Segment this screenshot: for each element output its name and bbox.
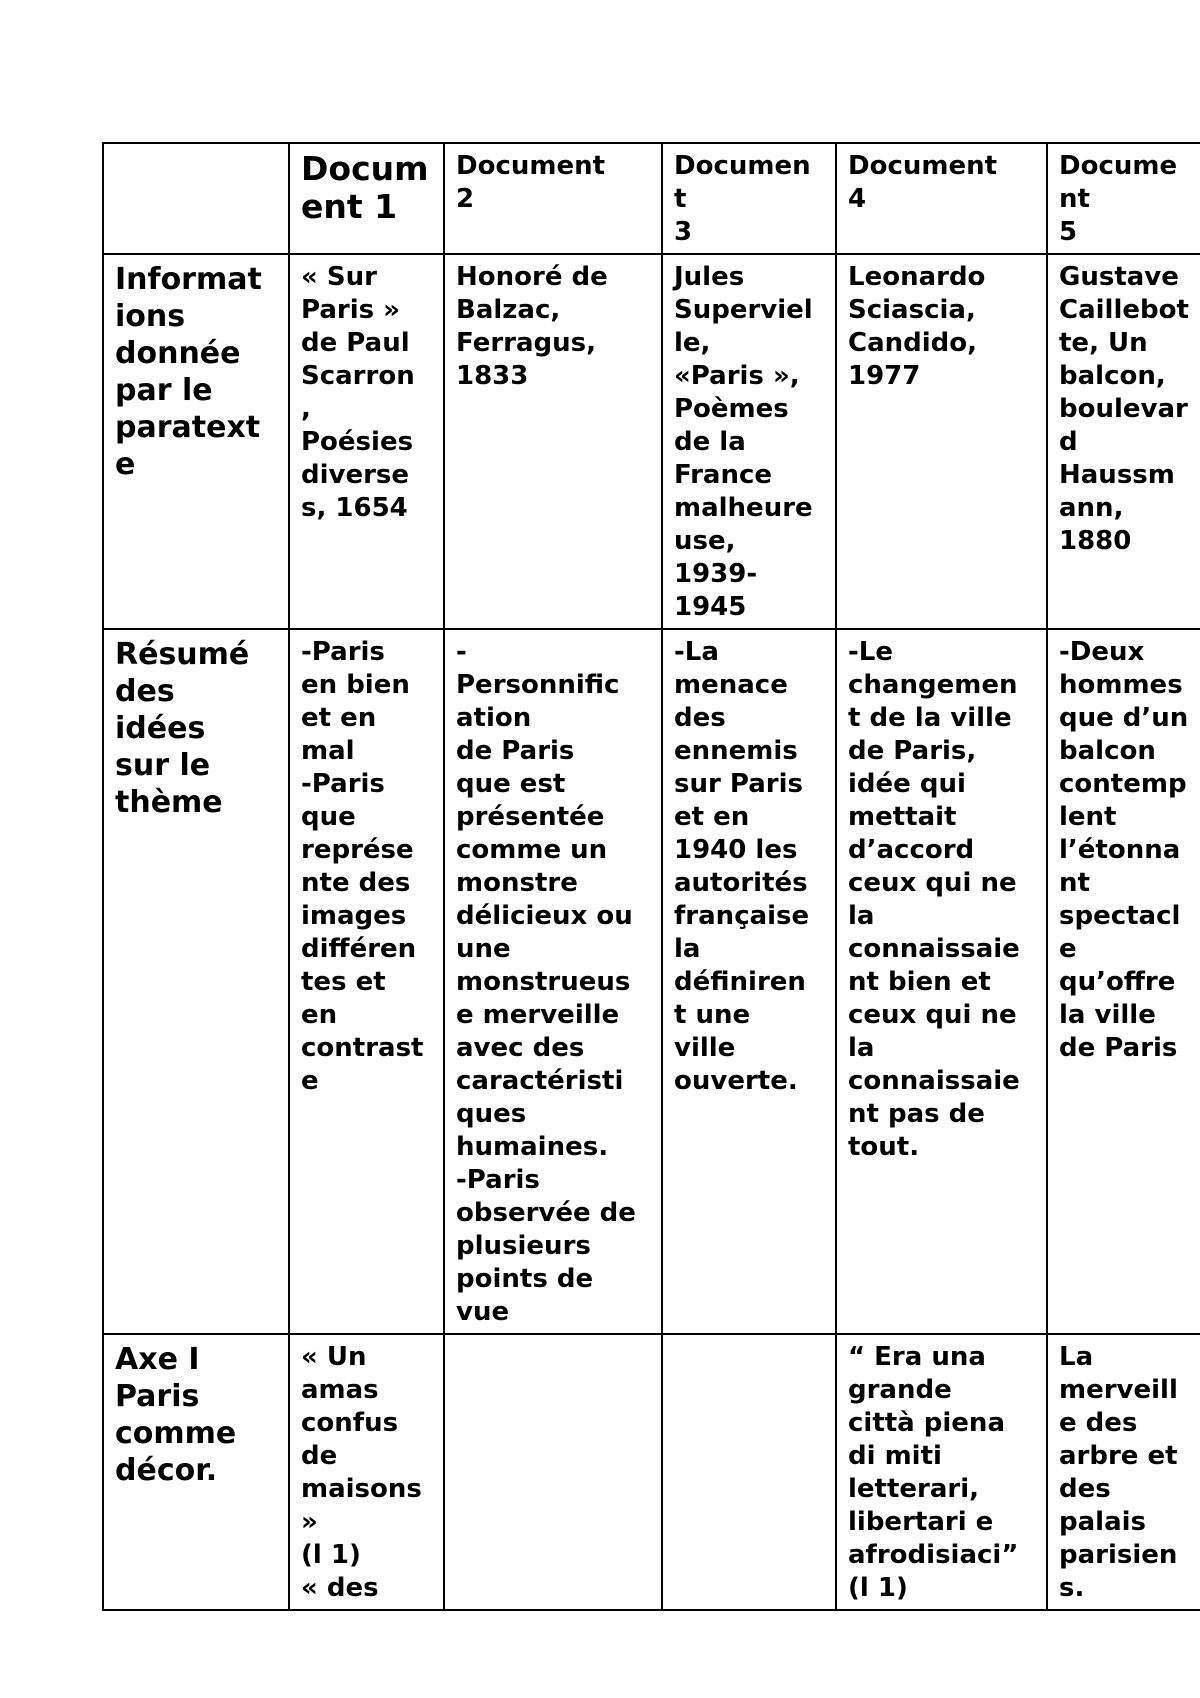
table-row-informations xyxy=(103,254,1200,629)
header-document-2: Document 2 xyxy=(444,143,662,254)
cell-informations-doc3: Jules Superviel le, «Paris », Poèmes de la France malheure use, 1939- 1945 xyxy=(662,254,836,629)
header-document-5: Docume nt 5 xyxy=(1047,143,1200,254)
cell-resume-doc5: -Deux hommes que d’un balcon contemp lent l’étonna nt spectacl e qu’offre la ville de Paris xyxy=(1047,629,1200,1334)
table-header-row xyxy=(103,143,1200,254)
documents-comparison-table xyxy=(102,142,1200,1611)
cell-resume-doc4: -Le changemen t de la ville de Paris, idée qui mettait d’accord ceux qui ne la connaissaie nt bien et ceux qui ne la connaissaie nt pas de tout. xyxy=(836,629,1047,1334)
row-label-resume: Résumé des idées sur le thème xyxy=(103,629,289,1334)
cell-resume-doc1: -Paris en bien et en mal -Paris que représe nte des images différen tes et en contrast e xyxy=(289,629,444,1334)
cell-informations-doc1: « Sur Paris » de Paul Scarron , Poésies diverse s, 1654 xyxy=(289,254,444,629)
cell-axe1-doc5: La merveill e des arbre et des palais parisien s. xyxy=(1047,1334,1200,1610)
cell-informations-doc5: Gustave Caillebot te, Un balcon, boulevar d Haussm ann, 1880 xyxy=(1047,254,1200,629)
header-cell-empty xyxy=(103,143,289,254)
row-label-informations: Informat ions donnée par le paratext e xyxy=(103,254,289,629)
table-row-resume xyxy=(103,629,1200,1334)
table-row-axe-1 xyxy=(103,1334,1200,1610)
row-label-axe-1: Axe I Paris comme décor. xyxy=(103,1334,289,1610)
header-document-1: Docum ent 1 xyxy=(289,143,444,254)
header-document-4: Document 4 xyxy=(836,143,1047,254)
cell-informations-doc2: Honoré de Balzac, Ferragus, 1833 xyxy=(444,254,662,629)
cell-axe1-doc1: « Un amas confus de maisons » (l 1) « des xyxy=(289,1334,444,1610)
cell-resume-doc3: -La menace des ennemis sur Paris et en 1940 les autorités française la définiren t une ville ouverte. xyxy=(662,629,836,1334)
cell-informations-doc4: Leonardo Sciascia, Candido, 1977 xyxy=(836,254,1047,629)
cell-axe1-doc2 xyxy=(444,1334,662,1610)
header-document-3: Documen t 3 xyxy=(662,143,836,254)
cell-resume-doc2: - Personnific ation de Paris que est présentée comme un monstre délicieux ou une monstrueus e merveille avec des caractéristi ques humaines. -Paris observée de plusieurs points de vue xyxy=(444,629,662,1334)
cell-axe1-doc3 xyxy=(662,1334,836,1610)
cell-axe1-doc4: “ Era una grande città piena di miti letterari, libertari e afrodisiaci” (l 1) xyxy=(836,1334,1047,1610)
